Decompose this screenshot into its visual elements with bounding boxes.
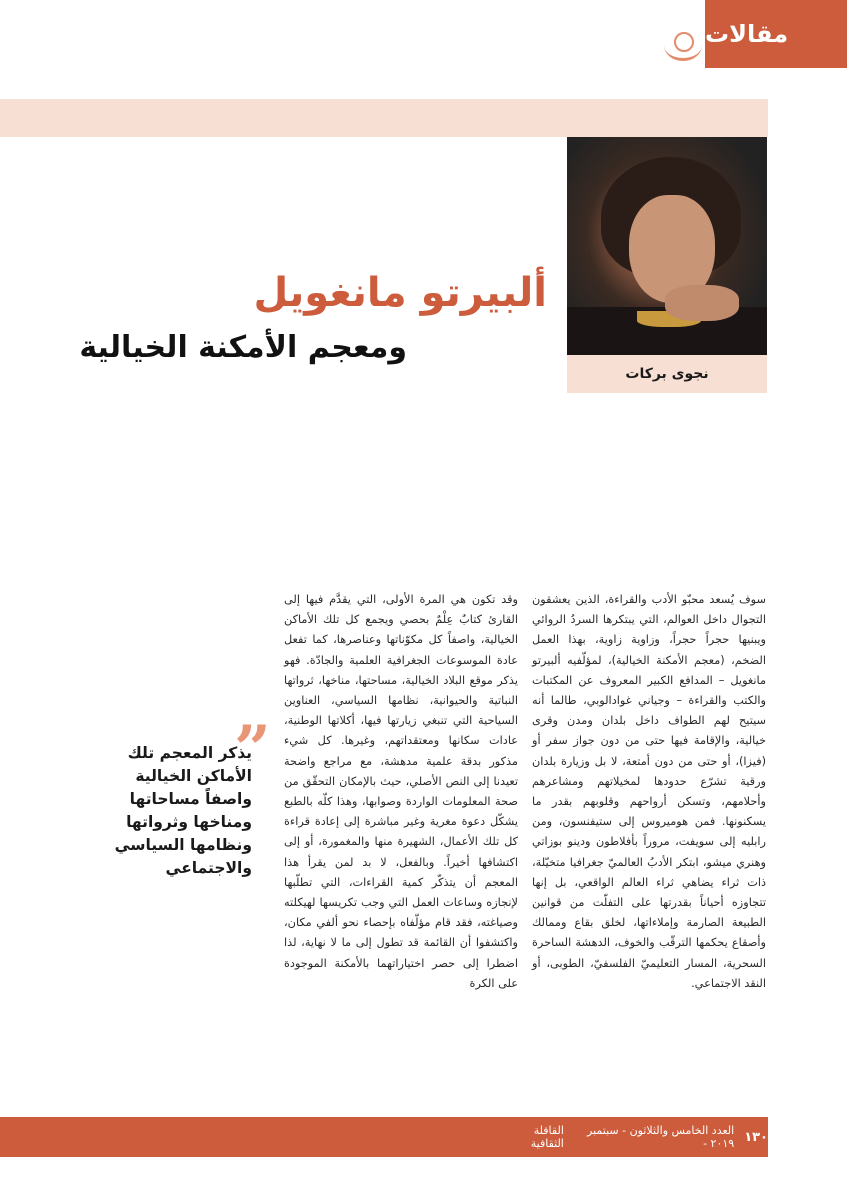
author-name: نجوى بركات (625, 366, 709, 382)
photo-hand (665, 285, 739, 321)
article-subtitle: ومعجم الأمكنة الخيالية (79, 330, 407, 365)
section-ornament-icon (664, 30, 702, 61)
author-photo (567, 137, 767, 355)
section-label: مقالات (705, 20, 789, 48)
section-tab (705, 0, 847, 68)
issue-info: العدد الخامس والثلاثون - سبتمبر ٢٠١٩ - (587, 1124, 735, 1150)
top-decorative-band (0, 99, 768, 137)
page-footer (0, 1117, 768, 1157)
page-number: ١٣٠ (744, 1129, 768, 1145)
magazine-name: القافلة الثقافية (530, 1124, 564, 1150)
body-column-right: سوف يُسعد محبّو الأدب والقراءة، الذين يعشقون التجوال داخل العوالم، التي يبتكرها السردُ الروائي ويبنيها حجراً حجراً، وزاوية زاوية، بهذا العمل الضخم، (معجم الأمكنة الخيالية)، لمؤلّفيه ألبيرتو مانغويل – المدافع الكبير المعروف عن المكتبات والكتب والقراءة – وجياني غوادالوبي، طالما أنه سيتيح لهم الطواف داخل بلدان ومدن وقرى خيالية، والإقامة فيها حتى من دون جواز سفر أو (فيزا)، أو حتى من دون أمتعة، لا بل وزيارة بلدان ورقية تشرّع حدودها لمخيلاتهم ومشاعرهم وأحلامهم، وتسكن أرواحهم وقلوبهم بقدر ما يسكنونها. فمن هوميروس إلى ستيفنسون، ومن رابليه إلى سويفت، مروراً بأفلاطون ودينو بوزاتي وهنري ميشو، ابتكر الأدبُ العالميّ جغرافيا متخيّلة، ذات ثراء يضاهي ثراء العالم الواقعي، بل إنها تتجاوزه أحياناً بقدرتها على التفلّت من قوانين الطبيعة الصارمة وإملاءاتها، لخلق بقاع وممالك وأصقاع يحكمها الترقّب والخوف، الدهشة الساحرة السحرية، المسار التعليميّ الفلسفيّ، الطوبى، أو النقد الاجتماعي. (532, 593, 766, 990)
pull-quote: يذكر المعجم تلك الأماكن الخيالية واصفاً مساحاتها ومناخها وثرواتها ونظامها السياسي والاجتماعي (114, 744, 252, 877)
body-column-left: وقد تكون هي المرة الأولى، التي يقدَّم فيها إلى القارئ كتابٌ عِلْمٌ بحصي ويجمع كل تلك الأماكن الخيالية، واصفاً كل مكوّناتها وعناصرها، كما تفعل عادة الموسوعات الجغرافية العلمية والجادّة. فهو يذكر موقع البلاد الخيالية، مساحتها، مناخها، ثرواتها النباتية والحيوانية، نظامها السياسي، العناوين السياحية التي تنبغي زيارتها فيها، أكلاتها الوطنية، عادات سكانها ومعتقداتهم، وغيرها. كل شيء مذكور بدقة علمية مدهشة، مع مراجع واضحة تعيدنا إلى النص الأصلي، حيث بالإمكان التحقّق من صحة المعلومات الواردة وصوابها، وهذا كلّه بالطبع يشكّل دعوة مغرية وغير مباشرة إلى إعادة قراءة كل تلك الأعمال، الشهيرة منها والمغمورة، أو إلى اكتشافها أخيراً. وبالفعل، لا بد لمن يقرأ هذا المعجم أن يتذكّر كمية القراءات، التي تطلّبها لإنجازه وساعات العمل التي وجب تكريسها لهيكلته وصياغته، فقد قام مؤلّفاه بإحصاء نحو ألفي مكان، واكتشفوا أن القائمة قد تطول إلى ما لا نهاية، لذا اضطرا إلى حصر اختياراتهما بالأمكنة الموجودة على الكرة (284, 593, 518, 990)
photo-caption-band (567, 355, 767, 393)
quote-mark-icon: ” (234, 712, 271, 787)
article-title: ألبيرتو مانغويل (253, 270, 547, 316)
